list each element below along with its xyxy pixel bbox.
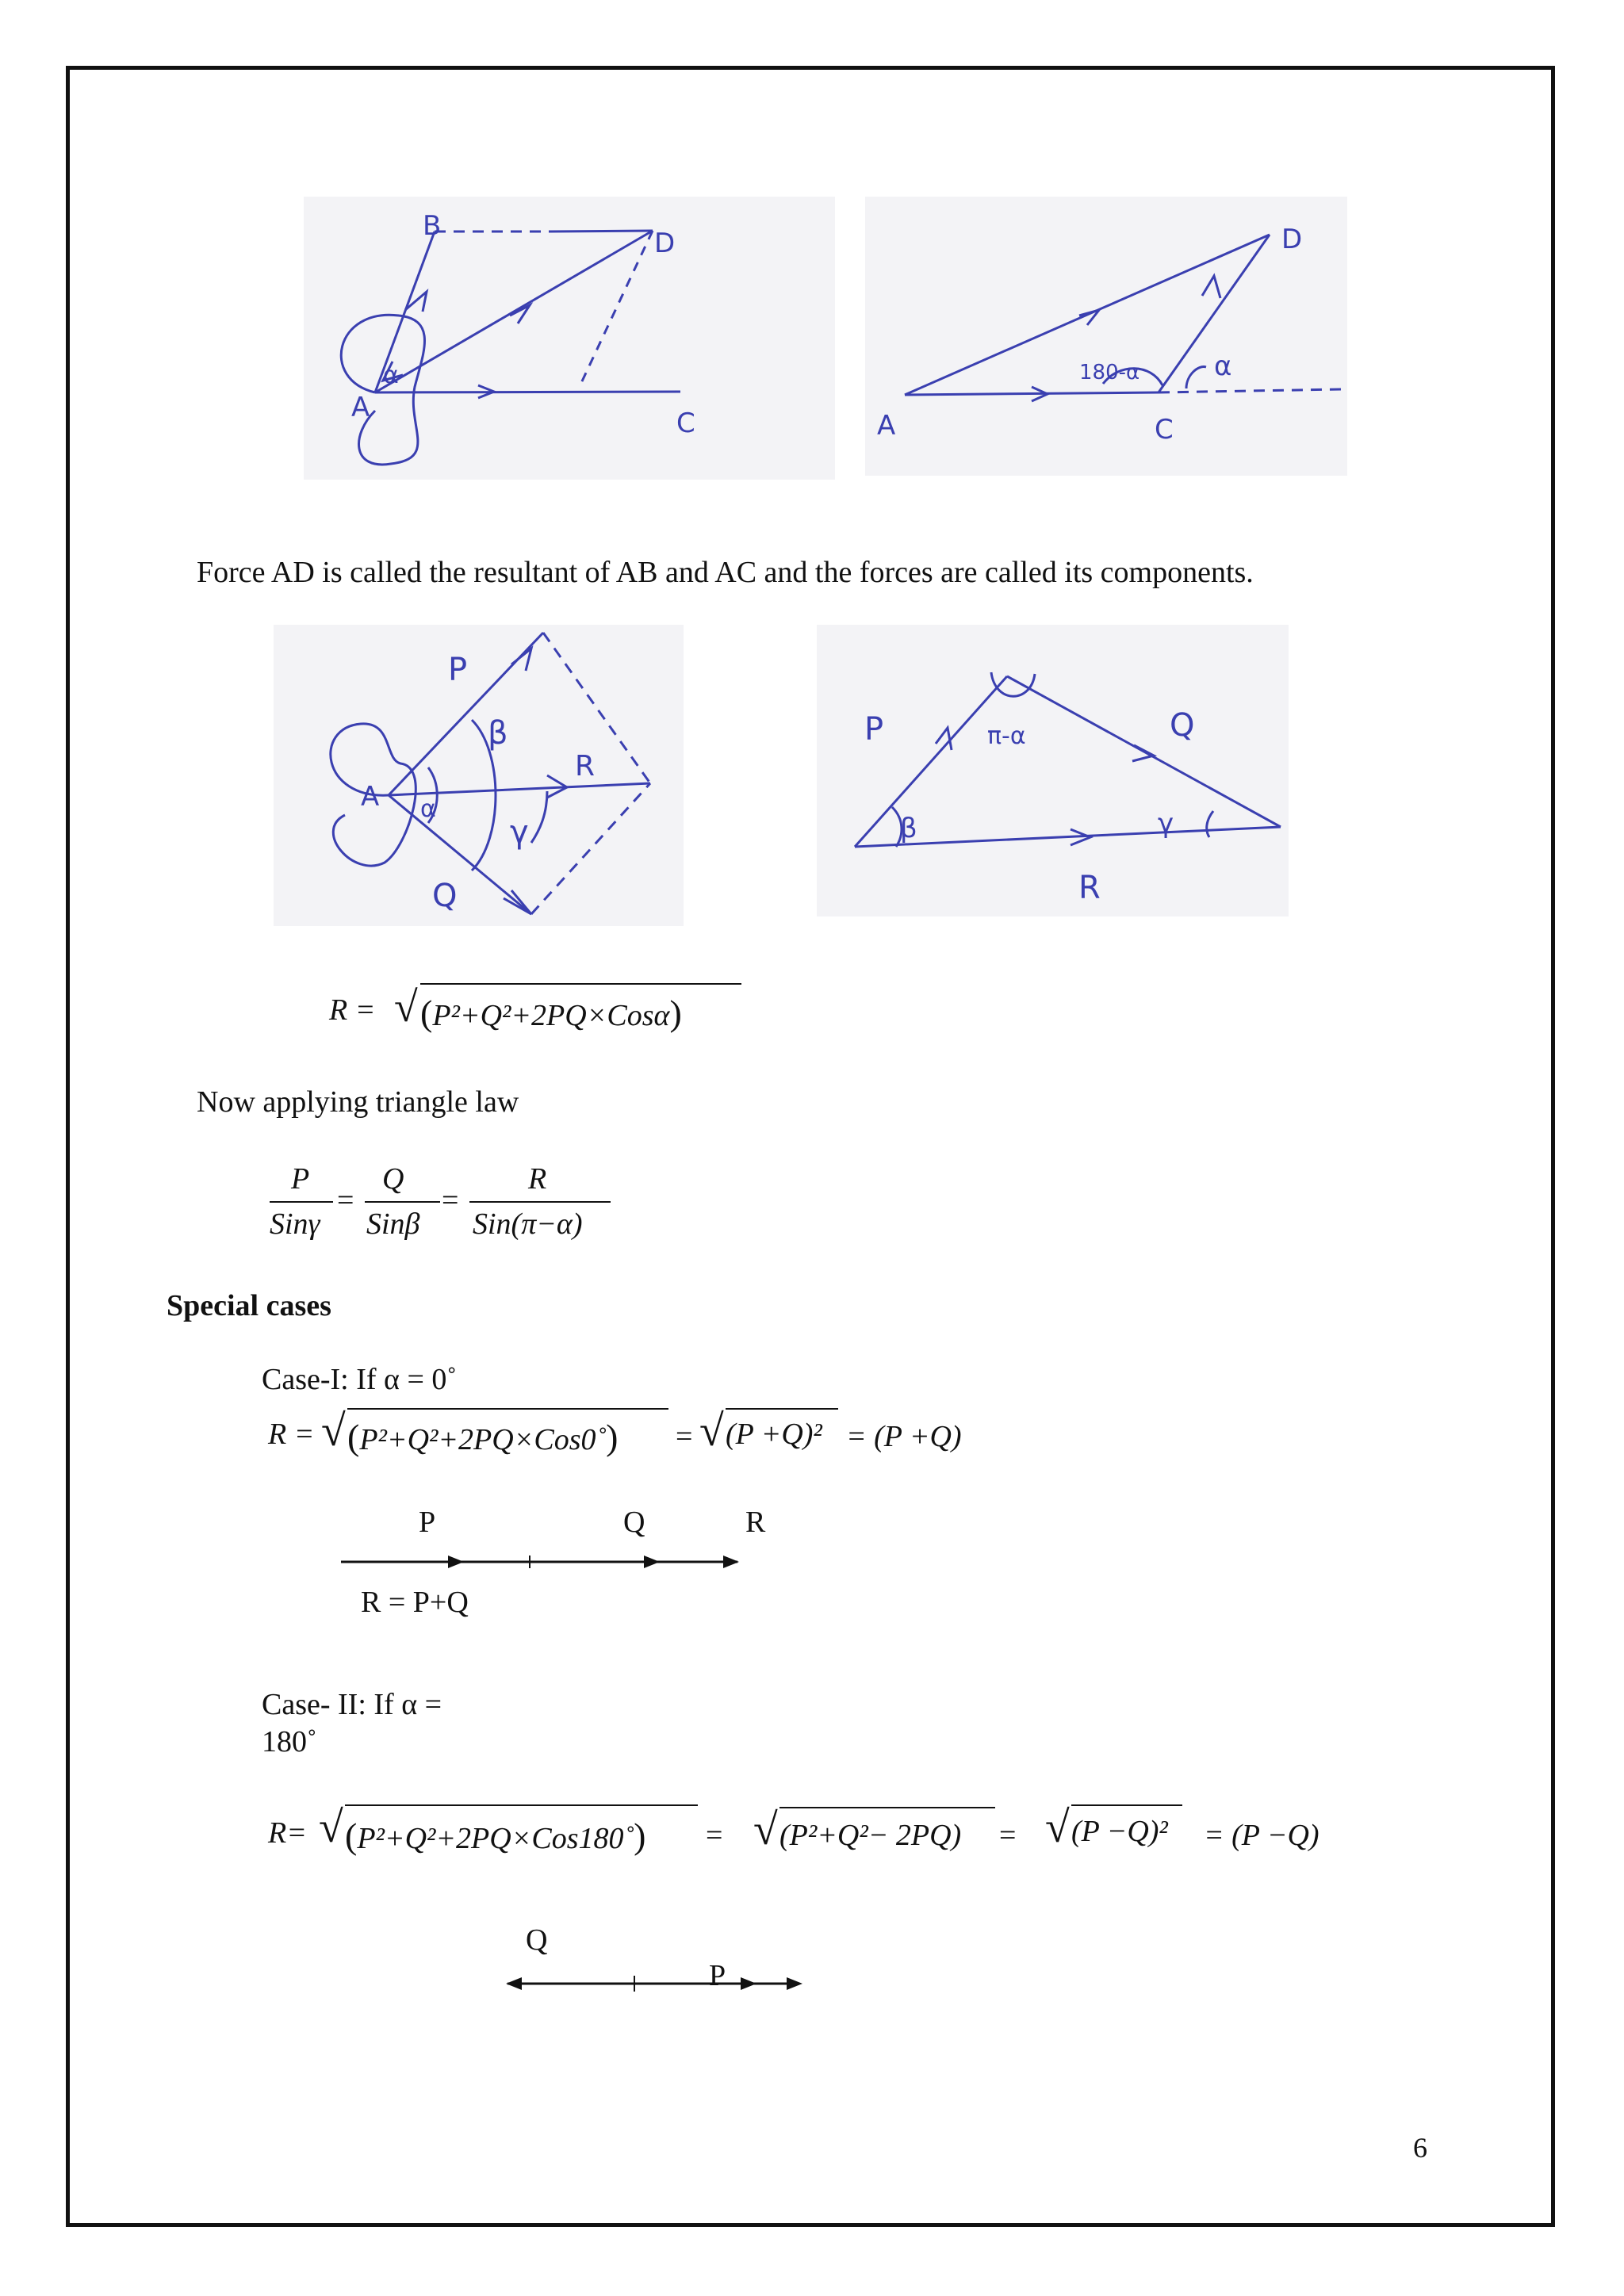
triangle-label-d: D [1281, 224, 1303, 255]
triangle-law-den-1: Sinγ [270, 1207, 320, 1241]
case-2-root-1: (P²+Q²+2PQ×Cos180˚) [345, 1816, 646, 1856]
case-2-root-2: (P²+Q²− 2PQ) [779, 1819, 962, 1852]
parallelogram-label-a: A [351, 392, 370, 423]
case-1-lhs: R = [268, 1418, 315, 1451]
resultant-equation-body: (P²+Q²+2PQ×Cosα) [420, 993, 682, 1033]
force-parallelogram-label-alpha: α [420, 795, 436, 823]
triangle-law-num-1: P [291, 1162, 310, 1196]
case-1-rhs: = (P +Q) [846, 1420, 962, 1453]
parallelogram-label-d: D [654, 228, 676, 259]
case-2-radical-sign-2: √ [753, 1805, 778, 1854]
force-parallelogram-label-r: R [575, 750, 596, 783]
force-parallelogram-label-q: Q [432, 878, 458, 914]
case-1-label-p: P [419, 1506, 436, 1539]
case-1-root-2: (P +Q)² [726, 1418, 822, 1451]
case-1-radical-sign-1: √ [321, 1406, 346, 1456]
force-parallelogram-label-a: A [361, 781, 380, 813]
force-triangle-label-pi-alpha: π-α [987, 722, 1026, 750]
case-1-vector-line [341, 1546, 753, 1578]
case-1-root-1: (P²+Q²+2PQ×Cos0˚) [347, 1417, 619, 1457]
parallelogram-label-c: C [676, 408, 695, 439]
special-cases-heading: Special cases [167, 1289, 331, 1322]
case-1-title: Case-I: If α = 0˚ [262, 1363, 458, 1396]
case-2-radical-sign-1: √ [319, 1803, 343, 1852]
triangle-label-a: A [877, 410, 896, 442]
case-2-root-3: (P −Q)² [1071, 1815, 1168, 1848]
case-2-radical-bar-3 [1071, 1804, 1182, 1806]
triangle-label-180-alpha: 180-α [1079, 361, 1140, 385]
parallelogram-label-b: B [423, 210, 442, 242]
force-triangle-label-q: Q [1170, 707, 1195, 744]
triangle-sketch-svg [865, 197, 1347, 476]
force-parallelogram-label-gamma: γ [510, 814, 529, 851]
force-triangle-label-p: P [864, 711, 884, 748]
case-2-label-q: Q [526, 1923, 548, 1957]
resultant-radical-bar [420, 983, 741, 985]
triangle-label-alpha: α [1214, 350, 1232, 382]
case-1-sum: R = P+Q [361, 1586, 469, 1619]
triangle-law-num-3: R [528, 1162, 547, 1196]
case-2-radical-bar-1 [345, 1804, 698, 1806]
force-triangle-sketch [817, 625, 1289, 916]
triangle-law-eq-1: = [337, 1184, 354, 1217]
force-triangle-sketch-svg [817, 625, 1289, 916]
triangle-law-fraction-bar-3 [469, 1201, 611, 1203]
case-2-label-p: P [709, 1959, 726, 1992]
triangle-law-den-3: Sin(π−α) [473, 1207, 583, 1241]
force-triangle-label-gamma: γ [1158, 808, 1174, 840]
case-2-title-line-1: Case- II: If α = [262, 1688, 442, 1721]
case-1-radical-sign-2: √ [699, 1406, 724, 1456]
case-2-radical-bar-2 [779, 1807, 995, 1808]
case-1-radical-bar-2 [726, 1408, 838, 1410]
resultant-paragraph: Force AD is called the resultant of AB and AC and the forces are called its components. [197, 556, 1254, 589]
case-1-root-1-text: P²+Q²+2PQ×Cos0˚ [359, 1423, 607, 1456]
case-1-mid-eq: = [676, 1420, 693, 1453]
force-parallelogram-sketch [274, 625, 684, 926]
case-1-label-q: Q [623, 1506, 645, 1539]
case-2-vector-line [504, 1968, 806, 1999]
triangle-law-fraction-bar-2 [365, 1201, 440, 1203]
parallelogram-sketch [304, 197, 835, 480]
triangle-label-c: C [1155, 414, 1174, 446]
parallelogram-sketch-svg [304, 197, 835, 480]
force-triangle-label-beta: β [900, 813, 917, 844]
resultant-body-text: P²+Q²+2PQ×Cosα [432, 999, 670, 1032]
case-2-title-line-2: 180˚ [262, 1725, 317, 1758]
triangle-law-den-2: Sinβ [366, 1207, 420, 1241]
resultant-equation-lhs: R = [329, 993, 376, 1027]
case-2-eq-2: = [999, 1819, 1017, 1852]
triangle-law-eq-2: = [442, 1184, 459, 1217]
triangle-law-paragraph: Now applying triangle law [197, 1085, 519, 1119]
force-triangle-label-r: R [1078, 870, 1101, 906]
triangle-sketch [865, 197, 1347, 476]
page-number: 6 [1413, 2132, 1427, 2164]
case-2-root-1-text: P²+Q²+2PQ×Cos180˚ [357, 1822, 634, 1855]
case-2-lhs: R= [268, 1816, 307, 1850]
force-parallelogram-label-beta: β [488, 715, 508, 752]
case-2-eq-1: = [706, 1819, 723, 1852]
case-2-radical-sign-3: √ [1045, 1803, 1070, 1852]
triangle-law-fraction-bar-1 [270, 1201, 333, 1203]
parallelogram-label-alpha: α [383, 362, 399, 389]
force-parallelogram-label-p: P [448, 652, 468, 688]
case-2-rhs: = (P −Q) [1204, 1819, 1320, 1852]
case-1-radical-bar-1 [347, 1408, 668, 1410]
force-parallelogram-sketch-svg [274, 625, 684, 926]
resultant-radical-sign: √ [394, 983, 418, 1031]
case-1-label-r: R [745, 1506, 766, 1539]
triangle-law-num-2: Q [382, 1162, 404, 1196]
